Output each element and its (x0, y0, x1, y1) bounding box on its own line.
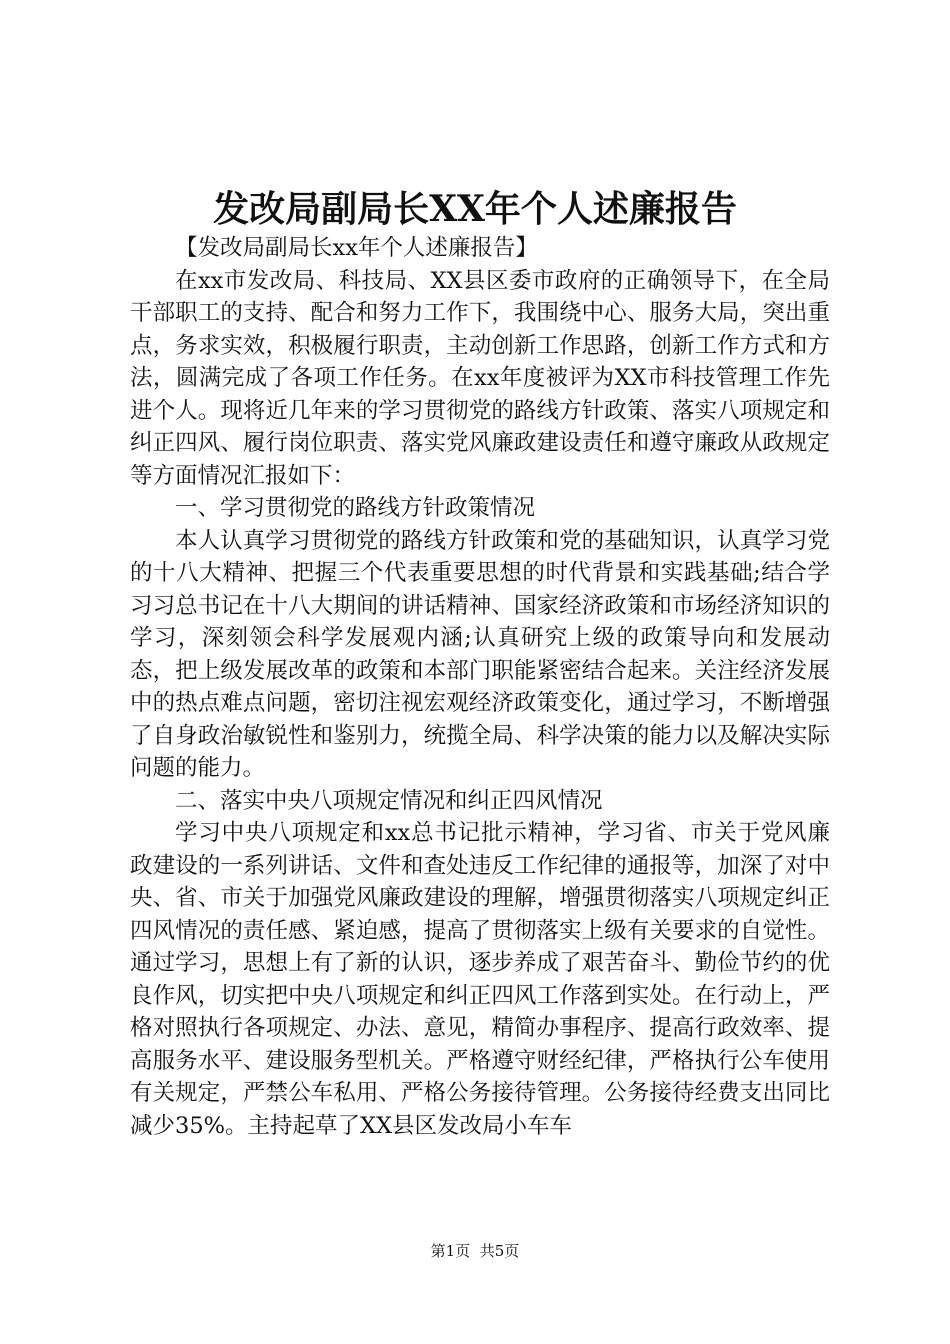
paragraph-intro: 在xx市发改局、科技局、XX县区委市政府的正确领导下，在全局干部职工的支持、配合和努力工作下，我围绕中心、服务大局，突出重点，务求实效，积极履行职责，主动创新工作思路，创新工作方式和方法，圆满完成了各项工作任务。在xx年度被评为XX市科技管理工作先进个人。现将近几年来的学习贯彻党的路线方针政策、落实八项规定和纠正四风、履行岗位职责、落实党风廉政建设责任和遵守廉政从政规定等方面情况汇报如下： (130, 267, 830, 489)
footer-spacer (470, 1242, 480, 1260)
paragraph-section-1: 本人认真学习贯彻党的路线方针政策和党的基础知识，认真学习党的十八大精神、把握三个代表重要思想的时代背景和实践基础;结合学习习总书记在十八大期间的讲话精神、国家经济政策和市场经济知识的学习，深刻领会科学发展观内涵;认真研究上级的政策导向和发展动态，把上级发展改革的政策和本部门职能紧密结合起来。关注经济发展中的热点难点问题，密切注视宏观经济政策变化，通过学习，不断增强了自身政治敏锐性和鉴别力，统揽全局、科学决策的能力以及解决实际问题的能力。 (130, 527, 830, 781)
paragraph-section-2: 学习中央八项规定和xx总书记批示精神，学习省、市关于党风廉政建设的一系列讲话、文件和查处违反工作纪律的通报等，加深了对中央、省、市关于加强党风廉政建设的理解，增强贯彻落实八项规定纠正四风情况的责任感、紧迫感，提高了贯彻落实上级有关要求的自觉性。通过学习，思想上有了新的认识，逐步养成了艰苦奋斗、勤俭节约的优良作风，切实把中央八项规定和纠正四风工作落到实处。在行动上，严格对照执行各项规定、办法、意见，精简办事程序、提高行政效率、提高服务水平、建设服务型机关。严格遵守财经纪律，严格执行公车使用有关规定，严禁公车私用、严格公务接待管理。公务接待经费支出同比减少35%。主持起草了XX县区发改局小车车 (130, 820, 830, 1139)
page-number: 第1页 (430, 1242, 471, 1260)
document-title: 发改局副局长XX年个人述廉报告 (213, 188, 737, 230)
document-body (130, 232, 830, 1142)
page-footer (0, 1241, 950, 1261)
section-heading-1: 一、学习贯彻党的路线方针政策情况 (175, 495, 536, 521)
paragraph-subtitle: 【发改局副局长xx年个人述廉报告】 (175, 235, 538, 261)
total-pages: 共5页 (479, 1242, 520, 1260)
section-heading-2: 二、落实中央八项规定情况和纠正四风情况 (175, 787, 603, 814)
